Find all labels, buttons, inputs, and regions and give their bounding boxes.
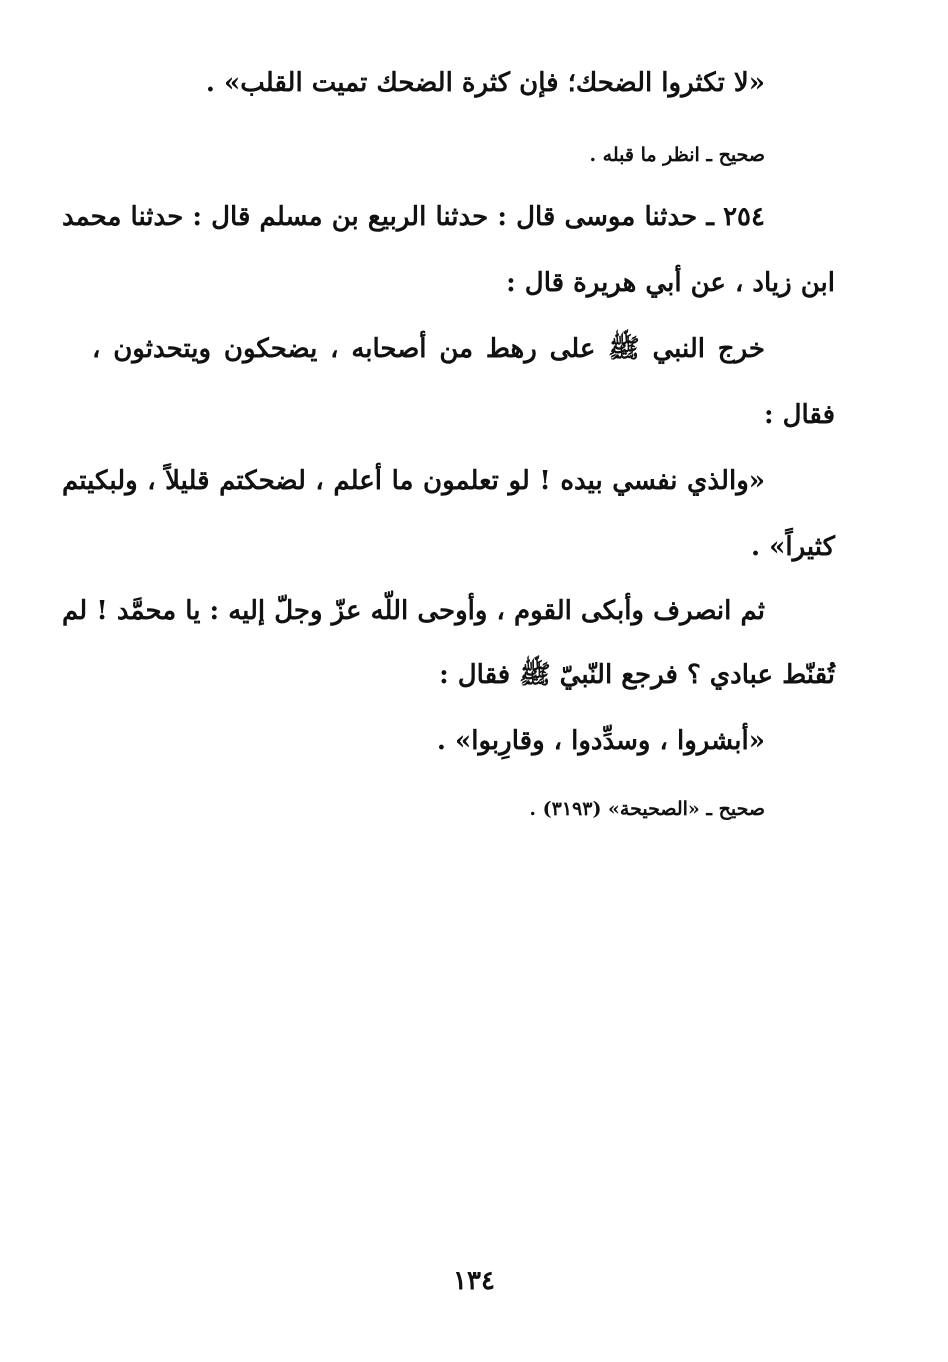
hadith-chain-line: ٢٥٤ ـ حدثنا موسى قال : حدثنا الربيع بن مسلم قال : حدثنا محمد [62,202,765,232]
hadith-text-line: «لا تكثروا الضحك؛ فإن كثرة الضحك تميت القلب» . [205,68,765,98]
hadith-text-line: فقال : [763,400,835,430]
grading-note: صحيح ـ انظر ما قبله . [589,144,765,166]
hadith-text-line: خرج النبي ﷺ على رهط من أصحابه ، يضحكون ويتحدثون ، [92,334,765,364]
hadith-chain-line: ابن زياد ، عن أبي هريرة قال : [506,268,835,298]
page-number: ١٣٤ [453,1266,495,1296]
hadith-text-line: «أبشروا ، وسدِّدوا ، وقارِبوا» . [436,726,765,756]
grading-note: صحيح ـ «الصحيحة» (٣١٩٣) . [529,798,765,820]
hadith-text-line: «والذي نفسي بيده ! لو تعلمون ما أعلم ، لضحكتم قليلاً ، ولبكيتم [62,466,765,496]
hadith-text-line: كثيراً» . [751,532,835,562]
hadith-text-line: تُقنّط عبادي ؟ فرجع النّبيّ ﷺ فقال : [439,660,835,690]
hadith-text-line: ثم انصرف وأبكى القوم ، وأوحى اللّه عزّ وجلّ إليه : يا محمَّد ! لم [62,596,765,626]
